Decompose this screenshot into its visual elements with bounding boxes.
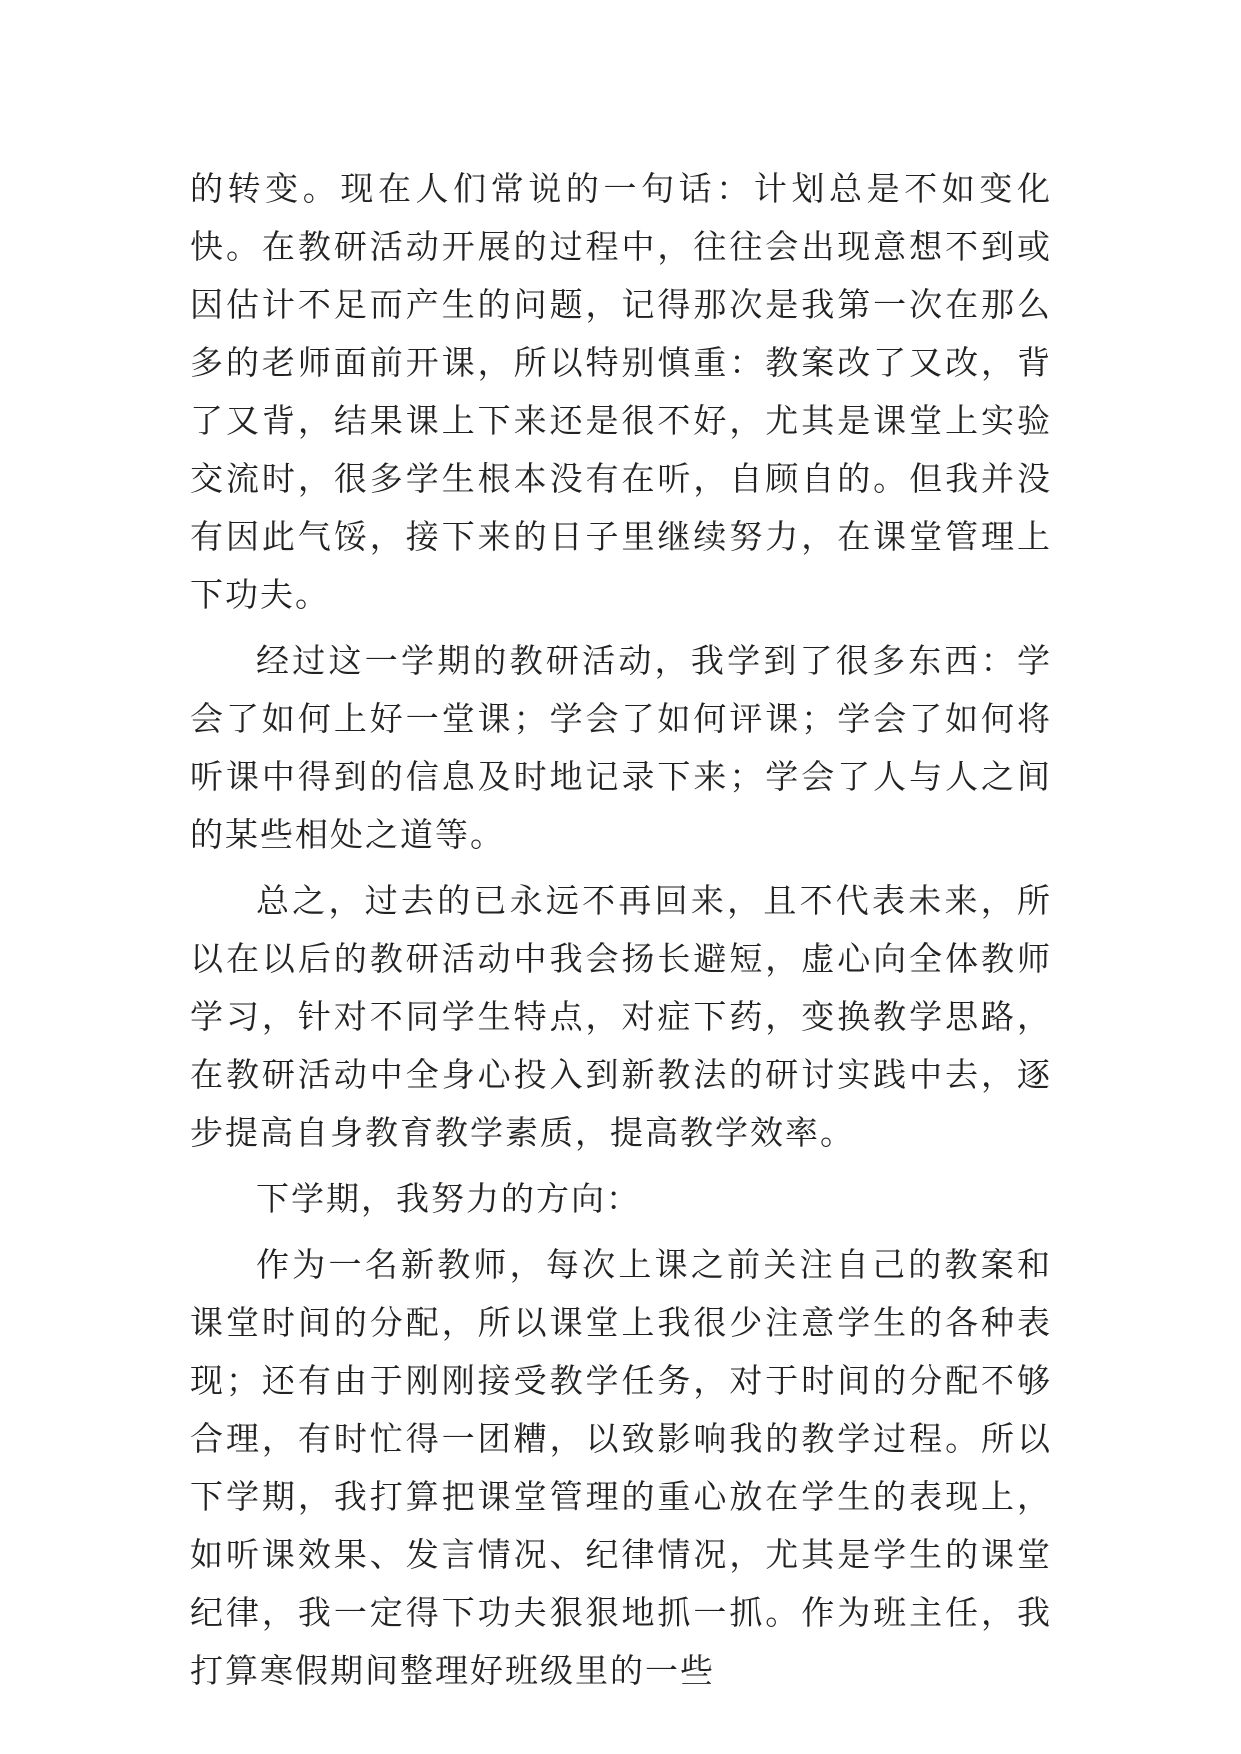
paragraph-2: 经过这一学期的教研活动，我学到了很多东西：学会了如何上好一堂课；学会了如何评课；学会了如何将听课中得到的信息及时地记录下来；学会了人与人之间的某些相处之道等。 [190,641,1052,854]
paragraph-4: 下学期，我努力的方向： [256,1179,641,1218]
document-body [190,160,1052,1708]
paragraph-5: 作为一名新教师，每次上课之前关注自己的教案和课堂时间的分配，所以课堂上我很少注意学生的各种表现；还有由于刚刚接受教学任务，对于时间的分配不够合理，有时忙得一团糟，以致影响我的教学过程。所以下学期，我打算把课堂管理的重心放在学生的表现上，如听课效果、发言情况、纪律情况，尤其是学生的课堂纪律，我一定得下功夫狠狠地抓一抓。作为班主任，我打算寒假期间整理好班级里的一些 [190,1245,1052,1690]
paragraph-1: 的转变。现在人们常说的一句话：计划总是不如变化快。在教研活动开展的过程中，往往会出现意想不到或因估计不足而产生的问题，记得那次是我第一次在那么多的老师面前开课，所以特别慎重：教案改了又改，背了又背，结果课上下来还是很不好，尤其是课堂上实验交流时，很多学生根本没有在听，自顾自的。但我并没有因此气馁，接下来的日子里继续努力，在课堂管理上下功夫。 [190,169,1052,614]
paragraph-3: 总之，过去的已永远不再回来，且不代表未来，所以在以后的教研活动中我会扬长避短，虚心向全体教师学习，针对不同学生特点，对症下药，变换教学思路，在教研活动中全身心投入到新教法的研讨实践中去，逐步提高自身教育教学素质，提高教学效率。 [190,881,1052,1152]
